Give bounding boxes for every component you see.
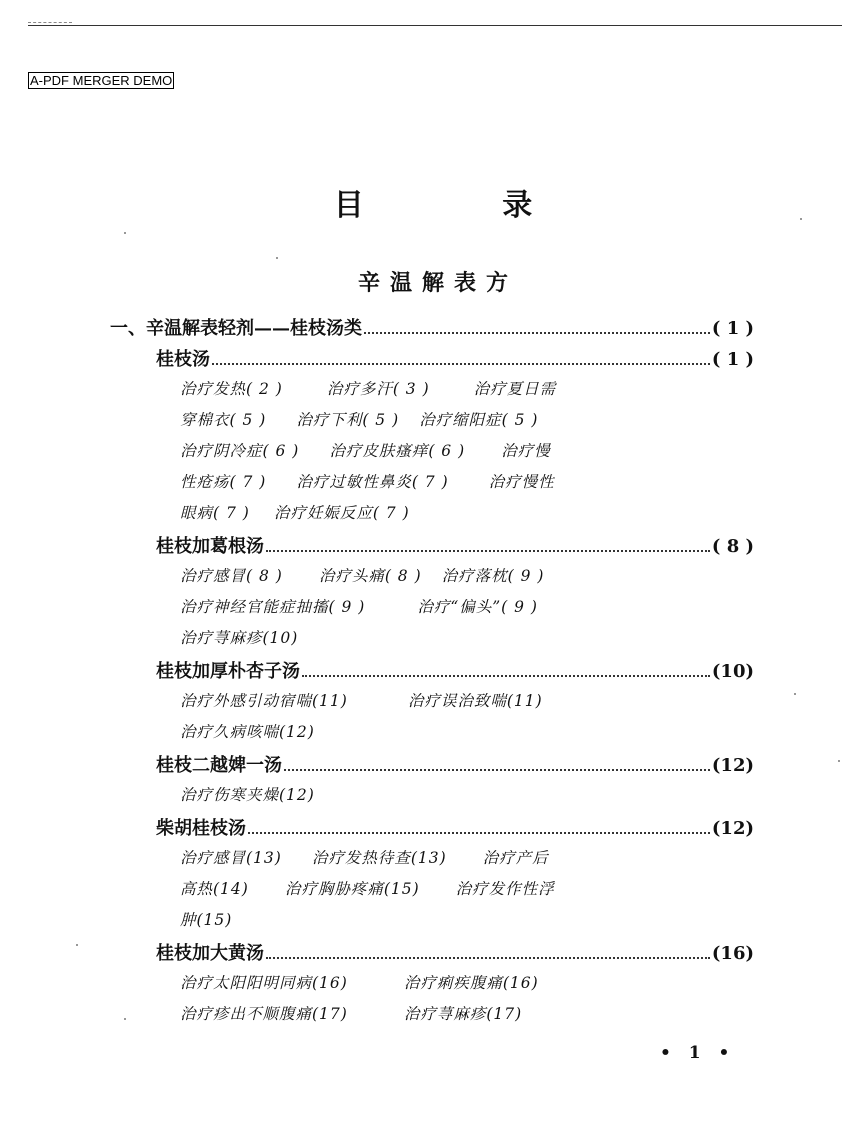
- dot-leader: [266, 540, 710, 552]
- section-title: 辛温解表方: [357, 270, 518, 296]
- toc-entry[interactable]: [156, 657, 754, 683]
- toc-subitem: 治疗胸胁疼痛(15): [284, 880, 420, 898]
- toc-subitem: 治疗误治致喘(11): [407, 692, 543, 710]
- scan-speck: [76, 944, 78, 946]
- scan-speck: [794, 693, 796, 695]
- toc-subline: [180, 783, 760, 805]
- toc-subline: [180, 877, 760, 899]
- toc-subline: [180, 408, 760, 430]
- toc-subitem: 治疗荨麻疹(17): [403, 1005, 523, 1023]
- toc-subitem: 治疗头痛( 8 ): [318, 567, 422, 585]
- toc-subline: [180, 470, 760, 492]
- toc-entry-label: 桂枝加厚朴杏子汤: [156, 661, 300, 682]
- toc-entry[interactable]: [156, 751, 754, 777]
- toc-subitem: 治疗神经官能症抽搐( 9 ): [180, 598, 366, 616]
- toc-subitem: 治疗下利( 5 ): [296, 411, 400, 429]
- toc-subline: [180, 689, 760, 711]
- toc-subitem: 治疗过敏性鼻炎( 7 ): [296, 473, 449, 491]
- toc-subline: [180, 377, 760, 399]
- toc-subitem: 眼病( 7 ): [180, 504, 250, 522]
- toc-entry-page: ( 8 ): [711, 536, 754, 557]
- toc-entry[interactable]: [156, 939, 754, 965]
- toc-entry-label: 桂枝汤: [156, 349, 210, 370]
- toc-subitem: 高热(14): [180, 880, 249, 898]
- toc-subitem: 治疗皮肤瘙痒( 6 ): [329, 442, 466, 460]
- toc-subitem: 治疗感冒( 8 ): [180, 567, 283, 585]
- toc-subitem: 治疗伤寒夹燥(12): [180, 786, 315, 804]
- toc-entry-page: ( 1 ): [711, 349, 754, 370]
- toc-entry-page: (16): [711, 943, 754, 964]
- header-dash: [28, 22, 72, 23]
- toc-subitem: 治疗缩阳症( 5 ): [419, 411, 539, 429]
- toc-entry-label: 桂枝加大黄汤: [156, 943, 264, 964]
- toc-subline: [180, 626, 760, 648]
- toc-subitem: 治疗感冒(13): [180, 849, 282, 867]
- toc-subitem: 治疗久病咳喘(12): [180, 723, 315, 741]
- toc-subitem: 治疗外感引动宿喘(11): [180, 692, 348, 710]
- toc-entry-page: (12): [711, 755, 754, 776]
- toc-subitem: 治疗落枕( 9 ): [441, 567, 545, 585]
- toc-entry[interactable]: [156, 814, 754, 840]
- toc-subline: [180, 595, 760, 617]
- dot-leader: [248, 822, 710, 834]
- toc-subline: [180, 1002, 760, 1024]
- dot-leader: [364, 322, 710, 334]
- toc-subitem: 治疗疹出不顺腹痛(17): [180, 1005, 348, 1023]
- toc-subitem: 治疗慢性: [488, 473, 555, 491]
- toc-subline: [180, 501, 760, 523]
- page-number: • 1 •: [660, 1043, 736, 1063]
- toc-subitem: 治疗痢疾腹痛(16): [403, 974, 539, 992]
- toc-subitem: 治疗发热待查(13): [311, 849, 447, 867]
- toc-entry-page: (10): [711, 661, 754, 682]
- scan-speck: [124, 232, 126, 234]
- toc-subline: [180, 971, 760, 993]
- toc-subitem: 治疗产后: [482, 849, 549, 867]
- page-title: 目 录: [333, 188, 597, 223]
- toc-subline: [180, 564, 760, 586]
- scan-speck: [838, 760, 840, 762]
- toc-entry-label: 桂枝加葛根汤: [156, 536, 264, 557]
- toc-subline: [180, 908, 760, 930]
- toc-subline: [180, 846, 760, 868]
- toc-subitem: 治疗太阳阳明同病(16): [180, 974, 348, 992]
- toc-subitem: 性疮疡( 7 ): [180, 473, 267, 491]
- dot-leader: [302, 665, 710, 677]
- toc-subitem: 治疗发热( 2 ): [180, 380, 283, 398]
- watermark-label: A-PDF MERGER DEMO: [30, 73, 173, 88]
- toc-subitem: 治疗荨麻疹(10): [180, 629, 299, 647]
- toc-entry-label: 柴胡桂枝汤: [156, 818, 246, 839]
- dot-leader: [266, 947, 710, 959]
- scan-speck: [800, 218, 802, 220]
- dot-leader: [212, 353, 710, 365]
- toc-entry-page: (12): [711, 818, 754, 839]
- toc-subline: [180, 439, 760, 461]
- scan-speck: [276, 257, 278, 259]
- toc-entry-label: 一、辛温解表轻剂——桂枝汤类: [110, 318, 362, 339]
- toc-entry-heading[interactable]: [110, 314, 754, 340]
- dot-leader: [284, 759, 710, 771]
- toc-subitem: 治疗阴冷症( 6 ): [180, 442, 300, 460]
- toc-subitem: 治疗多汗( 3 ): [326, 380, 430, 398]
- toc-entry-page: ( 1 ): [711, 318, 754, 339]
- toc-subitem: 治疗妊娠反应( 7 ): [273, 504, 410, 522]
- toc-subitem: 穿棉衣( 5 ): [180, 411, 267, 429]
- header-rule: [28, 25, 842, 26]
- toc-entry-label: 桂枝二越婢一汤: [156, 755, 282, 776]
- toc-subitem: 治疗发作性浮: [455, 880, 555, 898]
- scan-speck: [124, 1018, 126, 1020]
- toc-entry[interactable]: [156, 532, 754, 558]
- toc-subitem: 治疗夏日需: [473, 380, 557, 398]
- toc-subline: [180, 720, 760, 742]
- toc-subitem: 肿(15): [180, 911, 233, 929]
- toc-subitem: 治疗“偏头”( 9 ): [417, 598, 538, 616]
- toc-entry[interactable]: [156, 345, 754, 371]
- toc-subitem: 治疗慢: [501, 442, 551, 460]
